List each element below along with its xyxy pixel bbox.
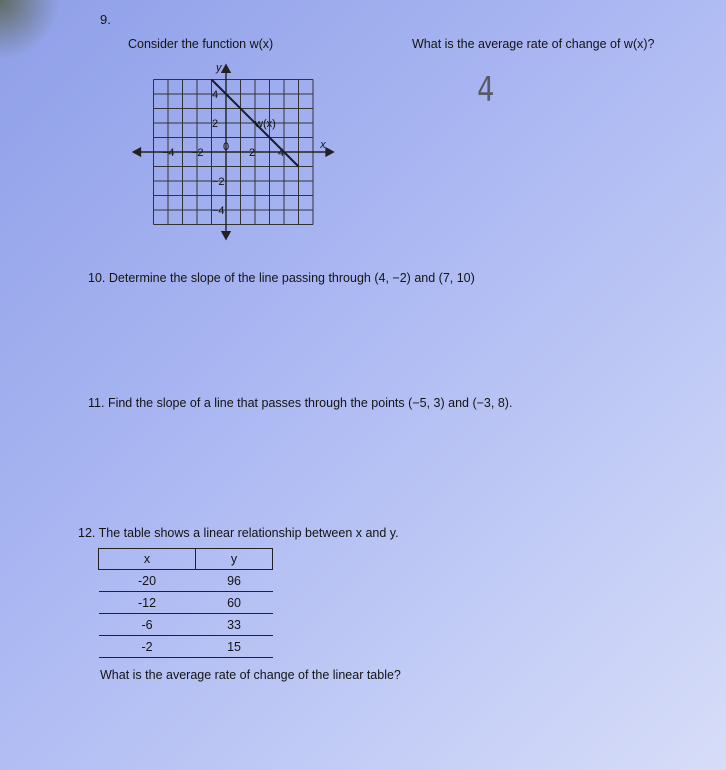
- table-row: [99, 570, 273, 592]
- table-cell-x: -20: [99, 570, 196, 592]
- function-label: w(x): [255, 118, 276, 130]
- x-tick-label: −2: [191, 147, 204, 159]
- table-row: [99, 592, 273, 614]
- question-12-followup: What is the average rate of change of the linear table?: [100, 668, 401, 682]
- table-cell-y: 96: [196, 570, 273, 592]
- question-10-text: Determine the slope of the line passing through: [108, 271, 371, 285]
- handwritten-answer: 4: [477, 70, 495, 110]
- question-10-point-a: (4, −2): [374, 271, 411, 285]
- linear-table: [98, 548, 273, 658]
- y-tick-label: −2: [212, 176, 225, 188]
- table-header-x: x: [99, 549, 196, 570]
- y-axis-label: y: [216, 61, 222, 74]
- question-10-point-b: (7, 10): [438, 271, 475, 285]
- question-11: [88, 396, 512, 410]
- y-axis-arrow-down: [222, 232, 230, 239]
- question-11-text: Find the slope of a line that passes through the points: [107, 396, 405, 410]
- question-11-and: and: [448, 396, 469, 410]
- y-tick-label: 4: [212, 89, 219, 101]
- question-10-number: 10.: [88, 271, 106, 285]
- question-11-point-b: (−3, 8).: [472, 396, 513, 410]
- question-10: [88, 271, 475, 285]
- table-cell-x: -6: [99, 614, 196, 636]
- table-cell-y: 15: [196, 636, 273, 658]
- question-9-prompt: Consider the function w(x): [128, 37, 274, 51]
- question-11-number: 11.: [88, 396, 105, 410]
- x-axis-label: x: [320, 139, 326, 151]
- question-9-number: 9.: [100, 12, 111, 27]
- table-header-y: y: [196, 549, 273, 570]
- table-cell-y: 33: [196, 614, 273, 636]
- table-cell-x: -12: [99, 592, 196, 614]
- function-graph: [0, 55, 726, 295]
- question-9-question: What is the average rate of change of w(x)?: [412, 37, 655, 51]
- x-axis-arrow-right: [326, 148, 333, 156]
- table-row: [99, 636, 273, 658]
- y-tick-label: 2: [212, 118, 219, 130]
- corner-shadow: [0, 0, 60, 60]
- table-row: [99, 614, 273, 636]
- question-12: [78, 526, 399, 540]
- table-cell-y: 60: [196, 592, 273, 614]
- table-cell-x: -2: [99, 636, 196, 658]
- question-11-point-a: (−5, 3): [408, 396, 445, 410]
- x-tick-label: 2: [249, 147, 256, 159]
- y-axis-arrow-up: [222, 65, 230, 72]
- x-axis-arrow-left: [133, 148, 140, 156]
- question-12-text: The table shows a linear relationship between x and y.: [98, 526, 399, 540]
- question-12-number: 12.: [78, 526, 96, 540]
- x-tick-label: 4: [278, 147, 285, 159]
- question-10-and: and: [414, 271, 436, 285]
- x-tick-label: −4: [162, 147, 175, 159]
- y-tick-label: −4: [212, 205, 225, 217]
- x-tick-label: 0: [223, 141, 230, 153]
